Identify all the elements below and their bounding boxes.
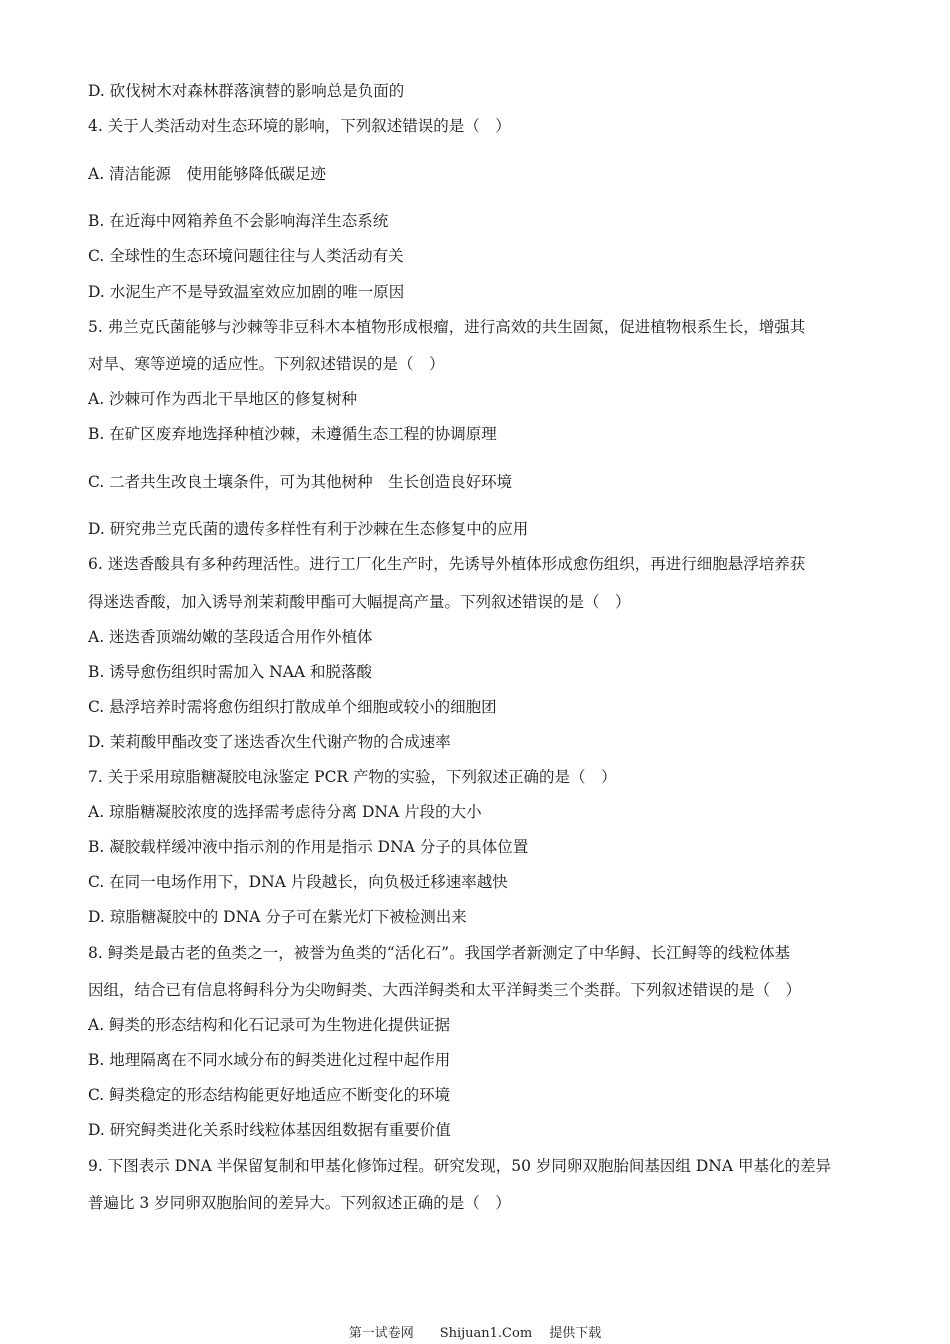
option-8c: C. 鲟类稳定的形态结构能更好地适应不断变化的环境 — [88, 1086, 451, 1104]
option-8d: D. 研究鲟类进化关系时线粒体基因组数据有重要价值 — [88, 1121, 451, 1139]
option-8b: B. 地理隔离在不同水域分布的鲟类进化过程中起作用 — [88, 1051, 451, 1069]
question-5-stem: 5. 弗兰克氏菌能够与沙棘等非豆科木本植物形成根瘤，进行高效的共生固氮，促进植物根系生长，增强其 — [88, 318, 806, 336]
question-8-stem: 8. 鲟类是最古老的鱼类之一，被誉为鱼类的“活化石”。我国学者新测定了中华鲟、长江鲟等的线粒体基 — [88, 944, 791, 962]
option-7d: D. 琼脂糖凝胶中的 DNA 分子可在紫光灯下被检测出来 — [88, 908, 467, 926]
option-6b: B. 诱导愈伤组织时需加入 NAA 和脱落酸 — [88, 663, 373, 681]
option-6a: A. 迷迭香顶端幼嫩的茎段适合用作外植体 — [88, 628, 373, 646]
option-6d: D. 茉莉酸甲酯改变了迷迭香次生代谢产物的合成速率 — [88, 733, 451, 751]
option-6c: C. 悬浮培养时需将愈伤组织打散成单个细胞或较小的细胞团 — [88, 698, 497, 716]
question-5-stem-cont: 对旱、寒等逆境的适应性。下列叙述错误的是（ ） — [88, 355, 445, 373]
option-4c: C. 全球性的生态环境问题往往与人类活动有关 — [88, 247, 404, 265]
option-5d: D. 研究弗兰克氏菌的遗传多样性有利于沙棘在生态修复中的应用 — [88, 520, 529, 538]
question-7-stem: 7. 关于采用琼脂糖凝胶电泳鉴定 PCR 产物的实验，下列叙述正确的是（ ） — [88, 768, 617, 786]
page-footer: 第一试卷网 Shijuan1.Com 提供下载 — [348, 1326, 602, 1341]
question-6-stem-cont: 得迷迭香酸，加入诱导剂茉莉酸甲酯可大幅提高产量。下列叙述错误的是（ ） — [88, 593, 631, 611]
question-8-stem-cont: 因组，结合已有信息将鲟科分为尖吻鲟类、大西洋鲟类和太平洋鲟类三个类群。下列叙述错误的是（ ） — [88, 981, 802, 999]
question-9-stem-cont: 普遍比 3 岁同卵双胞胎间的差异大。下列叙述正确的是（ ） — [88, 1194, 511, 1212]
option-8a: A. 鲟类的形态结构和化石记录可为生物进化提供证据 — [88, 1016, 451, 1034]
option-7c: C. 在同一电场作用下，DNA 片段越长，向负极迁移速率越快 — [88, 873, 508, 891]
question-9-stem: 9. 下图表示 DNA 半保留复制和甲基化修饰过程。研究发现，50 岁同卵双胞胎间基因组 DNA 甲基化的差异 — [88, 1157, 831, 1175]
option-5a: A. 沙棘可作为西北干旱地区的修复树种 — [88, 390, 358, 408]
question-6-stem: 6. 迷迭香酸具有多种药理活性。进行工厂化生产时，先诱导外植体形成愈伤组织，再进行细胞悬浮培养获 — [88, 555, 806, 573]
option-3d: D. 砍伐树木对森林群落演替的影响总是负面的 — [88, 82, 405, 100]
option-4a: A. 清洁能源 使用能够降低碳足迹 — [88, 165, 327, 183]
option-7b: B. 凝胶载样缓冲液中指示剂的作用是指示 DNA 分子的具体位置 — [88, 838, 529, 856]
option-5b: B. 在矿区废弃地选择种植沙棘，未遵循生态工程的协调原理 — [88, 425, 497, 443]
option-7a: A. 琼脂糖凝胶浓度的选择需考虑待分离 DNA 片段的大小 — [88, 803, 482, 821]
option-4b: B. 在近海中网箱养鱼不会影响海洋生态系统 — [88, 212, 389, 230]
question-4-stem: 4. 关于人类活动对生态环境的影响，下列叙述错误的是（ ） — [88, 117, 511, 135]
option-5c: C. 二者共生改良土壤条件，可为其他树种 生长创造良好环境 — [88, 473, 513, 491]
option-4d: D. 水泥生产不是导致温室效应加剧的唯一原因 — [88, 283, 405, 301]
